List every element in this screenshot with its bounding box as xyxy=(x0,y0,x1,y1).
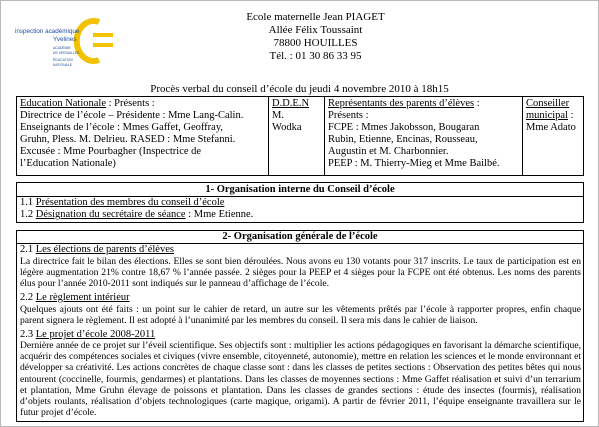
education-line: Excusée : Mme Pourbagher (Inspectrice de xyxy=(20,146,202,157)
logo-text-line1: inspection académique xyxy=(15,28,80,35)
school-name: Ecole maternelle Jean PIAGET xyxy=(246,11,385,23)
section1-item xyxy=(20,209,253,221)
logo-small-line3: ÉDUCATION xyxy=(53,58,73,62)
councillor-heading-row xyxy=(526,110,574,122)
subheading-title: Le projet d’école 2008-2011 xyxy=(35,329,156,340)
logo-small-line4: NATIONALE xyxy=(53,63,72,67)
ddem-heading: D.D.E.N xyxy=(272,98,310,109)
subheading-number: 2.3 xyxy=(20,329,36,340)
councillor-heading-2: municipal xyxy=(526,110,568,121)
table-divider xyxy=(522,96,523,176)
education-heading: Education Nationale xyxy=(20,98,107,109)
subheading-number: 2.1 xyxy=(20,244,36,255)
parents-line: Augustin et M. Charbonnier. xyxy=(328,146,449,157)
parents-heading: Représentants des parents d’élèves xyxy=(328,98,475,109)
section2-subheading xyxy=(20,292,130,304)
education-heading-row xyxy=(20,98,155,110)
councillor-line: Mme Adato xyxy=(526,122,576,133)
logo-text-line2: Yvelines xyxy=(53,36,77,43)
parents-line: Rubin, Etienne, Encinas, Rousseau, xyxy=(328,134,478,145)
section2-paragraph: La directrice fait le bilan des élections. Elles se sont bien déroulées. Nous avons eu 130 votants pour 317 inscrits. Le taux de participation est en légère augmentation 21% contre 18,67 % l’année passée. 2 sièges pour la PEEP et 4 sièges pour la FCPE ont été obtenus. Les noms des parents élus pour l’année 2010-2011 sont indiqués sur le panneau d’affichage de l’école. xyxy=(20,256,581,290)
section1-item xyxy=(20,197,224,209)
ddem-line: M. xyxy=(272,110,284,121)
school-city: 78800 HOUILLES xyxy=(273,37,358,49)
ddem-line: Wodka xyxy=(272,122,302,133)
education-line: Gruhn, Pless. M. Delrieu. RASED : Mme Stefanni. xyxy=(20,134,236,145)
education-line: Enseignants de l’école : Mmes Gaffet, Geoffray, xyxy=(20,122,224,133)
education-heading-suffix: : Présents : xyxy=(106,98,155,109)
section1-title: 1- Organisation interne du Conseil d’école xyxy=(205,184,395,195)
section2-title: 2- Organisation générale de l’école xyxy=(222,231,378,242)
section1-item-title: Désignation du secrétaire de séance xyxy=(35,209,186,220)
document-title: Procès verbal du conseil d’école du jeudi 4 novembre 2010 à 18h15 xyxy=(150,83,449,95)
logo-small-line2: DE VERSAILLES xyxy=(53,51,80,55)
section1-item-suffix: : Mme Etienne. xyxy=(185,209,254,220)
parents-heading-row xyxy=(328,98,480,110)
subheading-title: Les élections de parents d’élèves xyxy=(35,244,174,255)
table-divider xyxy=(324,96,325,176)
school-street: Allée Félix Toussaint xyxy=(268,24,363,36)
section2-subheading xyxy=(20,244,174,256)
logo-small-line1: ACADÉMIE xyxy=(53,46,71,50)
parents-line: FCPE : Mmes Jakobsson, Bougaran xyxy=(328,122,480,133)
subheading-title: Le règlement intérieur xyxy=(35,292,130,303)
parents-line: PEEP : M. Thierry-Mieg et Mme Bailbé. xyxy=(328,158,500,169)
section1-item-title: Présentation des membres du conseil d’école xyxy=(35,197,225,208)
section2-paragraph: Quelques ajouts ont été faits : un point sur le cahier de retard, un autre sur les vêtements prêtés par l’école à rapporter propres, enfin chaque parent signera le règlement. Il est adopté à l’unanimité par les membres du conseil. Il sera mis dans le cahier de liaison. xyxy=(20,304,581,327)
school-phone: Tél. : 01 30 86 33 95 xyxy=(269,50,362,62)
councillor-heading: Conseiller xyxy=(526,98,570,109)
table-divider xyxy=(268,96,269,176)
education-line: l’Education Nationale) xyxy=(20,158,116,169)
education-line: Directrice de l’école – Présidente : Mme Lang-Calin. xyxy=(20,110,244,121)
councillor-heading-suffix: : xyxy=(568,110,574,121)
section1-item-number: 1.2 xyxy=(20,209,36,220)
parents-heading-suffix: : xyxy=(474,98,480,109)
parents-line: Présents : xyxy=(328,110,369,121)
section2-paragraph: Dernière année de ce projet sur l’éveil scientifique. Ses objectifs sont : multiplier les actions pédagogiques en favorisant la démarche scientifique, acquérir des compétences sociales et civiques (vivre ensemble, citoyenneté, autonomie), mettre en relation les sciences et le monde environnant et développer sa créativité. Les actions concrètes de chaque classe sont : dans les classes de petites sections : Observation des petites bêtes qui nous entourent (coccinelle, fourmis, gendarmes) et plantations. Dans les classes de moyennes sections : Mme Gaffet réalisation et suivi d’un terrarium et plantation, Mme Gruhn élevage de poissons et plantation. Dans les classes de grandes sections : étude des insectes (fourmis), réalisation d’objets roulants, réalisation d’objets technologiques (carte magique, origami). A partir de février 2011, l’équipe enseignante travaillera sur le futur projet d’école. xyxy=(20,340,582,419)
subheading-number: 2.2 xyxy=(20,292,36,303)
section1-item-number: 1.1 xyxy=(20,197,36,208)
